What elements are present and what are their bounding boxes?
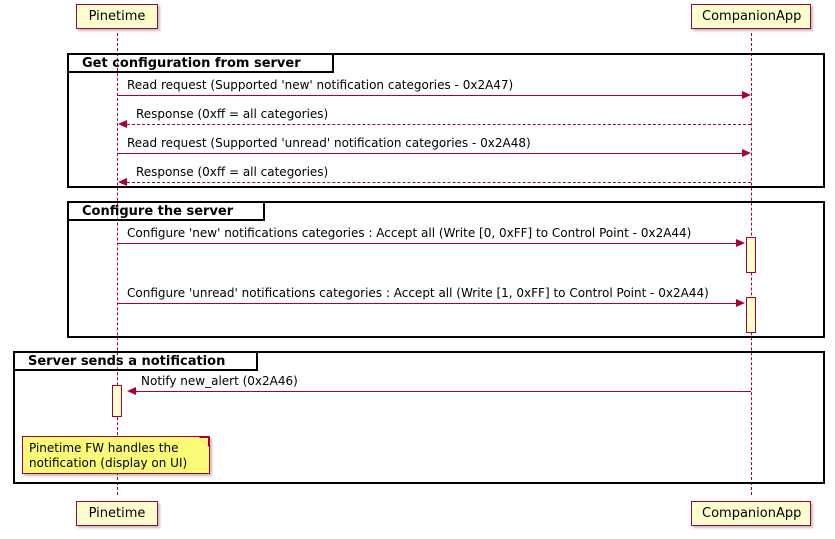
msg-read-new-line [118,95,742,96]
msg-config-unread-label: Configure 'unread' notifications categories : Accept all (Write [1, 0xFF] to Control Point - 0x2A44) [127,286,709,300]
participant-pinetime-top[interactable] [76,4,158,29]
msg-config-new-arrow [736,239,745,247]
participant-label: Pinetime [88,9,146,24]
participant-companionapp-top[interactable] [691,4,811,29]
activation-companionapp-1 [746,237,756,273]
msg-response-new-line [127,124,751,125]
msg-config-new-label: Configure 'new' notifications categories : Accept all (Write [0, 0xFF] to Control Point - 0x2A44) [127,226,692,240]
msg-read-unread-label: Read request (Supported 'unread' notification categories - 0x2A48) [127,136,531,150]
group-configure-label: Configure the server [82,204,234,219]
group-configure [67,201,825,338]
msg-notify-alert-arrow [127,387,136,395]
msg-config-unread-arrow [736,299,745,307]
msg-response-new-label: Response (0xff = all categories) [136,107,329,121]
msg-notify-alert-label: Notify new_alert (0x2A46) [141,374,298,388]
participant-pinetime-bottom[interactable] [76,501,158,526]
msg-read-new-label: Read request (Supported 'new' notification categories - 0x2A47) [127,78,514,92]
note-line-1: Pinetime FW handles the [29,441,179,455]
msg-notify-alert-line [136,391,751,392]
participant-companionapp-bottom[interactable] [691,501,811,526]
msg-read-unread-arrow [742,149,751,157]
msg-read-unread-line [118,153,742,154]
msg-response-unread-label: Response (0xff = all categories) [136,165,329,179]
group-notification-label: Server sends a notification [28,354,226,369]
participant-label: CompanionApp [702,9,802,24]
activation-companionapp-2 [746,297,756,333]
note-pinetime-fw [22,436,210,474]
group-get-config-label: Get configuration from server [82,56,301,71]
note-line-2: notification (display on UI) [29,456,188,470]
msg-response-unread-line [127,182,751,183]
note-fold-inner-icon [200,438,208,446]
msg-config-new-line [118,243,736,244]
msg-response-unread-arrow [118,178,127,186]
msg-response-new-arrow [118,120,127,128]
msg-config-unread-line [118,303,736,304]
participant-label: Pinetime [88,506,146,521]
participant-label: CompanionApp [702,506,802,521]
activation-pinetime-1 [112,385,122,417]
msg-read-new-arrow [742,91,751,99]
